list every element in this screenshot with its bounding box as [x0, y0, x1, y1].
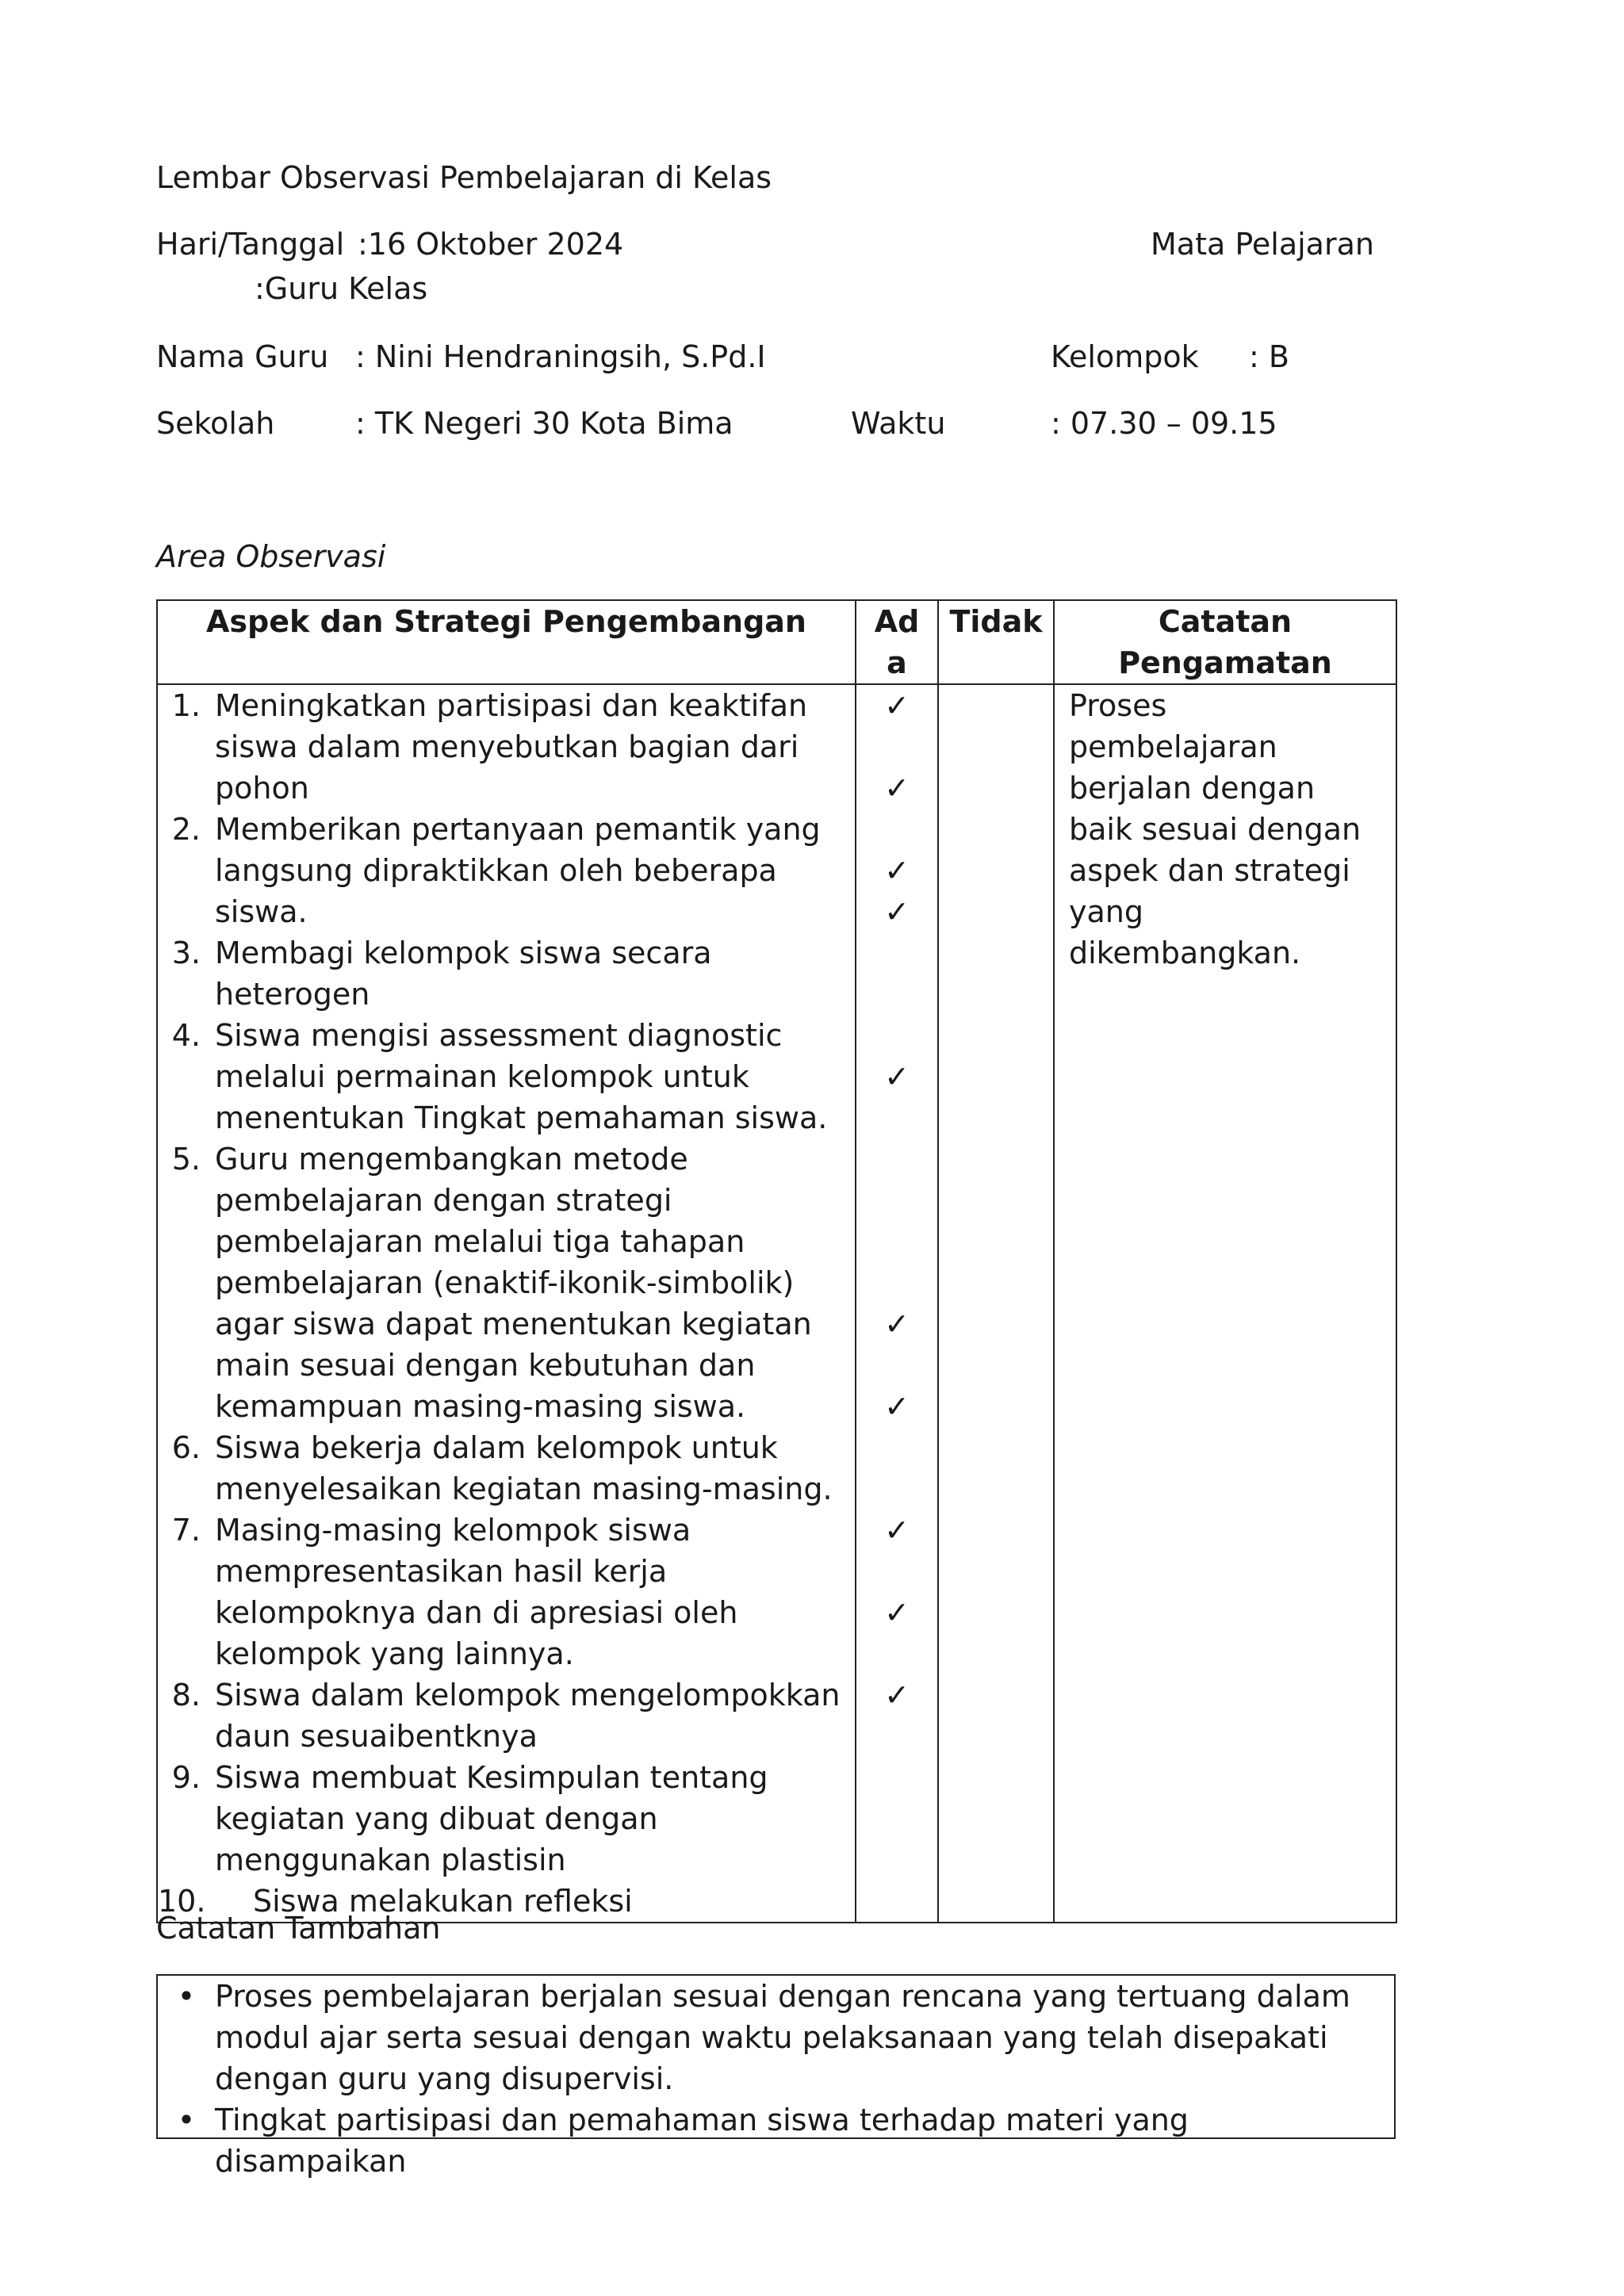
observation-table — [156, 599, 1397, 1923]
guru-label: Nama Guru — [156, 339, 329, 374]
list-item-number: 1. — [171, 688, 201, 723]
hari-label: Hari/Tanggal — [156, 227, 345, 262]
list-item — [158, 932, 841, 1015]
check-mark: ✓ — [884, 1595, 910, 1630]
list-item-number: 6. — [171, 1430, 201, 1465]
header-tidak: Tidak — [938, 600, 1054, 684]
tidak-cell — [938, 684, 1054, 1923]
list-item-number: 8. — [171, 1678, 201, 1712]
list-item-text: Siswa dalam kelompok mengelompokkan daun sesuaibentknya — [215, 1678, 841, 1754]
list-item-number: 10. — [158, 1884, 206, 1919]
list-item-text: Siswa bekerja dalam kelompok untuk menyelesaikan kegiatan masing-masing. — [215, 1430, 833, 1506]
mapel-label: Mata Pelajaran — [1151, 227, 1374, 262]
check-mark: ✓ — [884, 1307, 910, 1341]
sekolah-label: Sekolah — [156, 406, 275, 441]
list-item — [158, 1510, 841, 1674]
list-item-number: 4. — [171, 1018, 201, 1053]
notes-list — [158, 1976, 1394, 2182]
waktu-label: Waktu — [851, 406, 946, 441]
check-mark: ✓ — [884, 771, 910, 806]
list-item — [158, 685, 841, 809]
list-item-text: Siswa mengisi assessment diagnostic melalui permainan kelompok untuk menentukan Tingkat pemahaman siswa. — [215, 1018, 828, 1135]
waktu-value: : 07.30 – 09.15 — [1051, 406, 1277, 441]
aspek-cell — [157, 684, 856, 1923]
note-text: Proses pembelajaran berjalan sesuai dengan rencana yang tertuang dalam modul ajar serta sesuai dengan waktu pelaksanaan yang telah disepakati dengan guru yang disupervisi. — [215, 1979, 1350, 2096]
list-item-text: Memberikan pertanyaan pemantik yang langsung dipraktikkan oleh beberapa siswa. — [215, 812, 821, 929]
list-item — [158, 1015, 841, 1138]
hari-value: :16 Oktober 2024 — [358, 227, 624, 262]
check-mark: ✓ — [884, 894, 910, 929]
table-header-row — [157, 600, 1396, 684]
check-mark: ✓ — [884, 1678, 910, 1712]
list-item-number: 3. — [171, 936, 201, 970]
list-item-number: 5. — [171, 1142, 201, 1177]
aspect-list — [158, 685, 841, 1922]
kelompok-label: Kelompok — [1051, 339, 1199, 374]
bullet-icon: • — [177, 2103, 196, 2137]
area-observasi-label: Area Observasi — [156, 539, 386, 574]
header-ada-line1: Ad — [874, 604, 920, 639]
table-body-row — [157, 684, 1396, 1923]
header-ada — [856, 600, 938, 684]
mapel-value: :Guru Kelas — [255, 271, 428, 306]
check-mark: ✓ — [884, 688, 910, 723]
check-mark: ✓ — [884, 1513, 910, 1548]
check-mark: ✓ — [884, 853, 910, 888]
list-item — [158, 1138, 841, 1427]
list-item-text: Siswa membuat Kesimpulan tentang kegiatan yang dibuat dengan menggunakan plastisin — [215, 1760, 768, 1877]
header-aspek: Aspek dan Strategi Pengembangan — [157, 600, 856, 684]
header-catatan-line2: Pengamatan — [1118, 645, 1332, 680]
list-item — [158, 1427, 841, 1510]
list-item-text: Meningkatkan partisipasi dan keaktifan siswa dalam menyebutkan bagian dari pohon — [215, 688, 808, 806]
document-title: Lembar Observasi Pembelajaran di Kelas — [156, 160, 772, 195]
list-item — [158, 1757, 841, 1881]
list-item-number: 2. — [171, 812, 201, 847]
note-item — [158, 2099, 1394, 2182]
list-item-text: Guru mengembangkan metode pembelajaran dengan strategi pembelajaran melalui tiga tahapan pembelajaran (enaktif-ikonik-simbolik) agar siswa dapat menentukan kegiatan main sesuai dengan kebutuhan dan kemampuan masing-masing siswa. — [215, 1142, 812, 1424]
list-item-number: 9. — [171, 1760, 201, 1795]
sekolah-value: : TK Negeri 30 Kota Bima — [355, 406, 733, 441]
note-item — [158, 1976, 1394, 2099]
catatan-tambahan-box — [156, 1974, 1396, 2179]
check-mark: ✓ — [884, 1059, 910, 1094]
list-item-text: Masing-masing kelompok siswa mempresentasikan hasil kerja kelompoknya dan di apresiasi oleh kelompok yang lainnya. — [215, 1513, 738, 1671]
list-item — [158, 809, 841, 932]
kelompok-value: : B — [1249, 339, 1289, 374]
list-item-number: 7. — [171, 1513, 201, 1548]
check-mark: ✓ — [884, 1389, 910, 1424]
catatan-tambahan-label: Catatan Tambahan — [156, 1911, 441, 1946]
list-item — [158, 1674, 841, 1757]
guru-value: : Nini Hendraningsih, S.Pd.I — [355, 339, 766, 374]
bullet-icon: • — [177, 1979, 196, 2014]
header-catatan-line1: Catatan — [1158, 604, 1293, 639]
header-catatan — [1054, 600, 1396, 684]
ada-cell — [856, 684, 938, 1923]
check-column — [856, 685, 937, 1836]
catatan-cell: Proses pembelajaran berjalan dengan baik sesuai dengan aspek dan strategi yang dikembangkan. — [1054, 684, 1396, 1923]
header-ada-line2: a — [887, 645, 907, 680]
list-item-text: Siswa melakukan refleksi — [253, 1884, 633, 1919]
note-text: Tingkat partisipasi dan pemahaman siswa terhadap materi yang disampaikan — [215, 2103, 1189, 2179]
list-item-text: Membagi kelompok siswa secara heterogen — [215, 936, 712, 1012]
